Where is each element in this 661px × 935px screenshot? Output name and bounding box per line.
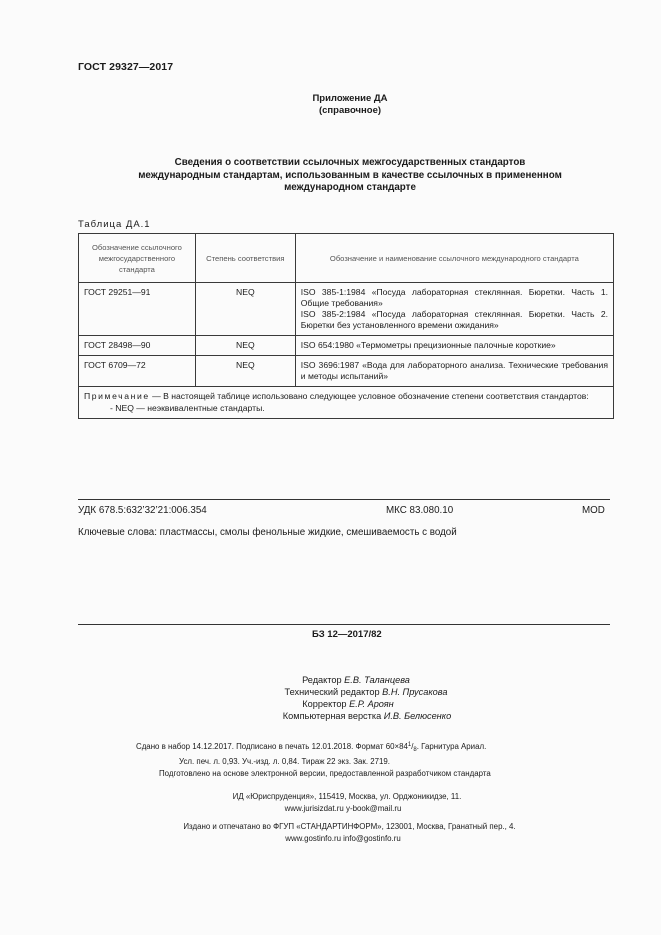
column-header: Обозначение и наименование ссылочного международного стандарта bbox=[295, 234, 613, 283]
intl-standard-cell bbox=[295, 283, 613, 336]
doc-number-header: ГОСТ 29327—2017 bbox=[78, 61, 174, 73]
heading-line: международном стандарте bbox=[284, 182, 416, 193]
table-caption: Таблица ДА.1 bbox=[78, 219, 151, 230]
degree-cell: NEQ bbox=[195, 356, 295, 387]
credit-label: Компьютерная верстка bbox=[282, 711, 384, 721]
bz-number: БЗ 12—2017/82 bbox=[312, 629, 382, 640]
note-text bbox=[84, 391, 608, 403]
table-header-row bbox=[79, 234, 614, 283]
credit-name: И.В. Белюсенко bbox=[383, 711, 452, 721]
credit-name: Е.В. Таланцева bbox=[344, 675, 410, 685]
degree-cell: NEQ bbox=[195, 336, 295, 356]
format-denominator: 8 bbox=[413, 747, 417, 753]
print-info-line: Сдано в набор 14.12.2017. Подписано в печать 12.01.2018. Формат $60\times 84^1/_8$. Гарнитура Ариал. bbox=[136, 742, 487, 753]
divider bbox=[78, 499, 610, 500]
table-row bbox=[79, 283, 614, 336]
corrector-line bbox=[0, 698, 661, 710]
heading-line: Сведения о соответствии ссылочных межгосударственных стандартов bbox=[174, 157, 526, 168]
intl-standard-cell bbox=[295, 336, 613, 356]
degree-cell: NEQ bbox=[195, 283, 295, 336]
credit-label: Технический редактор bbox=[284, 687, 383, 697]
standard-cell: ГОСТ 29251—91 bbox=[79, 283, 196, 336]
note-label: Примечание bbox=[84, 391, 150, 401]
print-info bbox=[136, 739, 491, 780]
tech-editor-line bbox=[0, 686, 661, 698]
editor-line bbox=[0, 674, 661, 686]
column-header: Обозначение ссылочного межгосударственного стандарта bbox=[79, 234, 196, 283]
credit-name: Е.Р. Ароян bbox=[349, 699, 394, 709]
layout-line bbox=[0, 710, 661, 722]
standards-table bbox=[78, 233, 614, 419]
credit-name: В.Н. Прусакова bbox=[382, 687, 448, 697]
appendix-title: Приложение ДА bbox=[312, 93, 388, 104]
print-info-line: Подготовлено на основе электронной версии, предоставленной разработчиком стандарта bbox=[159, 769, 491, 778]
intl-standard-cell bbox=[295, 356, 613, 387]
credits-block bbox=[0, 674, 661, 722]
intl-standard-entry: ISO 385-1:1984 «Посуда лабораторная стеклянная. Бюретки. Часть 1. Общие требования» bbox=[300, 287, 608, 308]
mks-code: МКС 83.080.10 bbox=[386, 505, 454, 516]
intl-standard-entry: ISO 654:1980 «Термометры прецизионные палочные короткие» bbox=[300, 340, 556, 350]
print-info-text: . Гарнитура Ариал. bbox=[416, 742, 487, 751]
mod-code: MOD bbox=[582, 505, 605, 516]
intl-standard-entry: ISO 3696:1987 «Вода для лабораторного анализа. Технические требования и методы испытаний» bbox=[300, 360, 608, 381]
appendix-subtitle: (справочное) bbox=[318, 105, 382, 116]
table-row bbox=[79, 336, 614, 356]
column-header: Степень соответствия bbox=[195, 234, 295, 283]
format-numerator: 1 bbox=[407, 742, 412, 748]
publisher-line: Издано и отпечатано во ФГУП «СТАНДАРТИНФОРМ», 123001, Москва, Гранатный пер., 4. bbox=[183, 822, 516, 831]
table-note-row bbox=[79, 387, 614, 419]
divider bbox=[78, 624, 610, 625]
publisher-line: ИД «Юриспруденция», 115419, Москва, ул. Орджоникидзе, 11. bbox=[232, 792, 462, 801]
standard-cell: ГОСТ 6709—72 bbox=[79, 356, 196, 387]
credit-label: Редактор bbox=[302, 675, 345, 685]
note-body: — В настоящей таблице использовано следующее условное обозначение степени соответствия стандартов: bbox=[149, 391, 589, 401]
credit-label: Корректор bbox=[302, 699, 350, 709]
heading-line: международным стандартам, использованным в качестве ссылочных в примененном bbox=[138, 169, 562, 181]
section-heading bbox=[130, 157, 570, 195]
standard-cell: ГОСТ 28498—90 bbox=[79, 336, 196, 356]
table-row bbox=[79, 356, 614, 387]
keywords: Ключевые слова: пластмассы, смолы фенольные жидкие, смешиваемость с водой bbox=[78, 527, 457, 538]
table-note bbox=[79, 387, 614, 419]
udk-code: УДК 678.5:632’32’21:006.354 bbox=[78, 505, 207, 516]
note-item: - NEQ — неэквивалентные стандарты. bbox=[110, 402, 265, 413]
print-info-line: Усл. печ. л. 0,93. Уч.-изд. л. 0,84. Тираж 22 экз. Зак. 2719. bbox=[179, 757, 390, 766]
publisher-contacts: www.jurisizdat.ru y-book@mail.ru bbox=[284, 804, 402, 813]
publisher-contacts: www.gostinfo.ru info@gostinfo.ru bbox=[285, 834, 401, 843]
intl-standard-entry: ISO 385-2:1984 «Посуда лабораторная стеклянная. Бюретки. Часть 2. Бюретки без установленного времени ожидания» bbox=[300, 309, 608, 330]
publisher-info bbox=[0, 791, 661, 845]
print-info-text: Сдано в набор 14.12.2017. Подписано в печать 12.01.2018. Формат 60×84 bbox=[136, 742, 408, 751]
